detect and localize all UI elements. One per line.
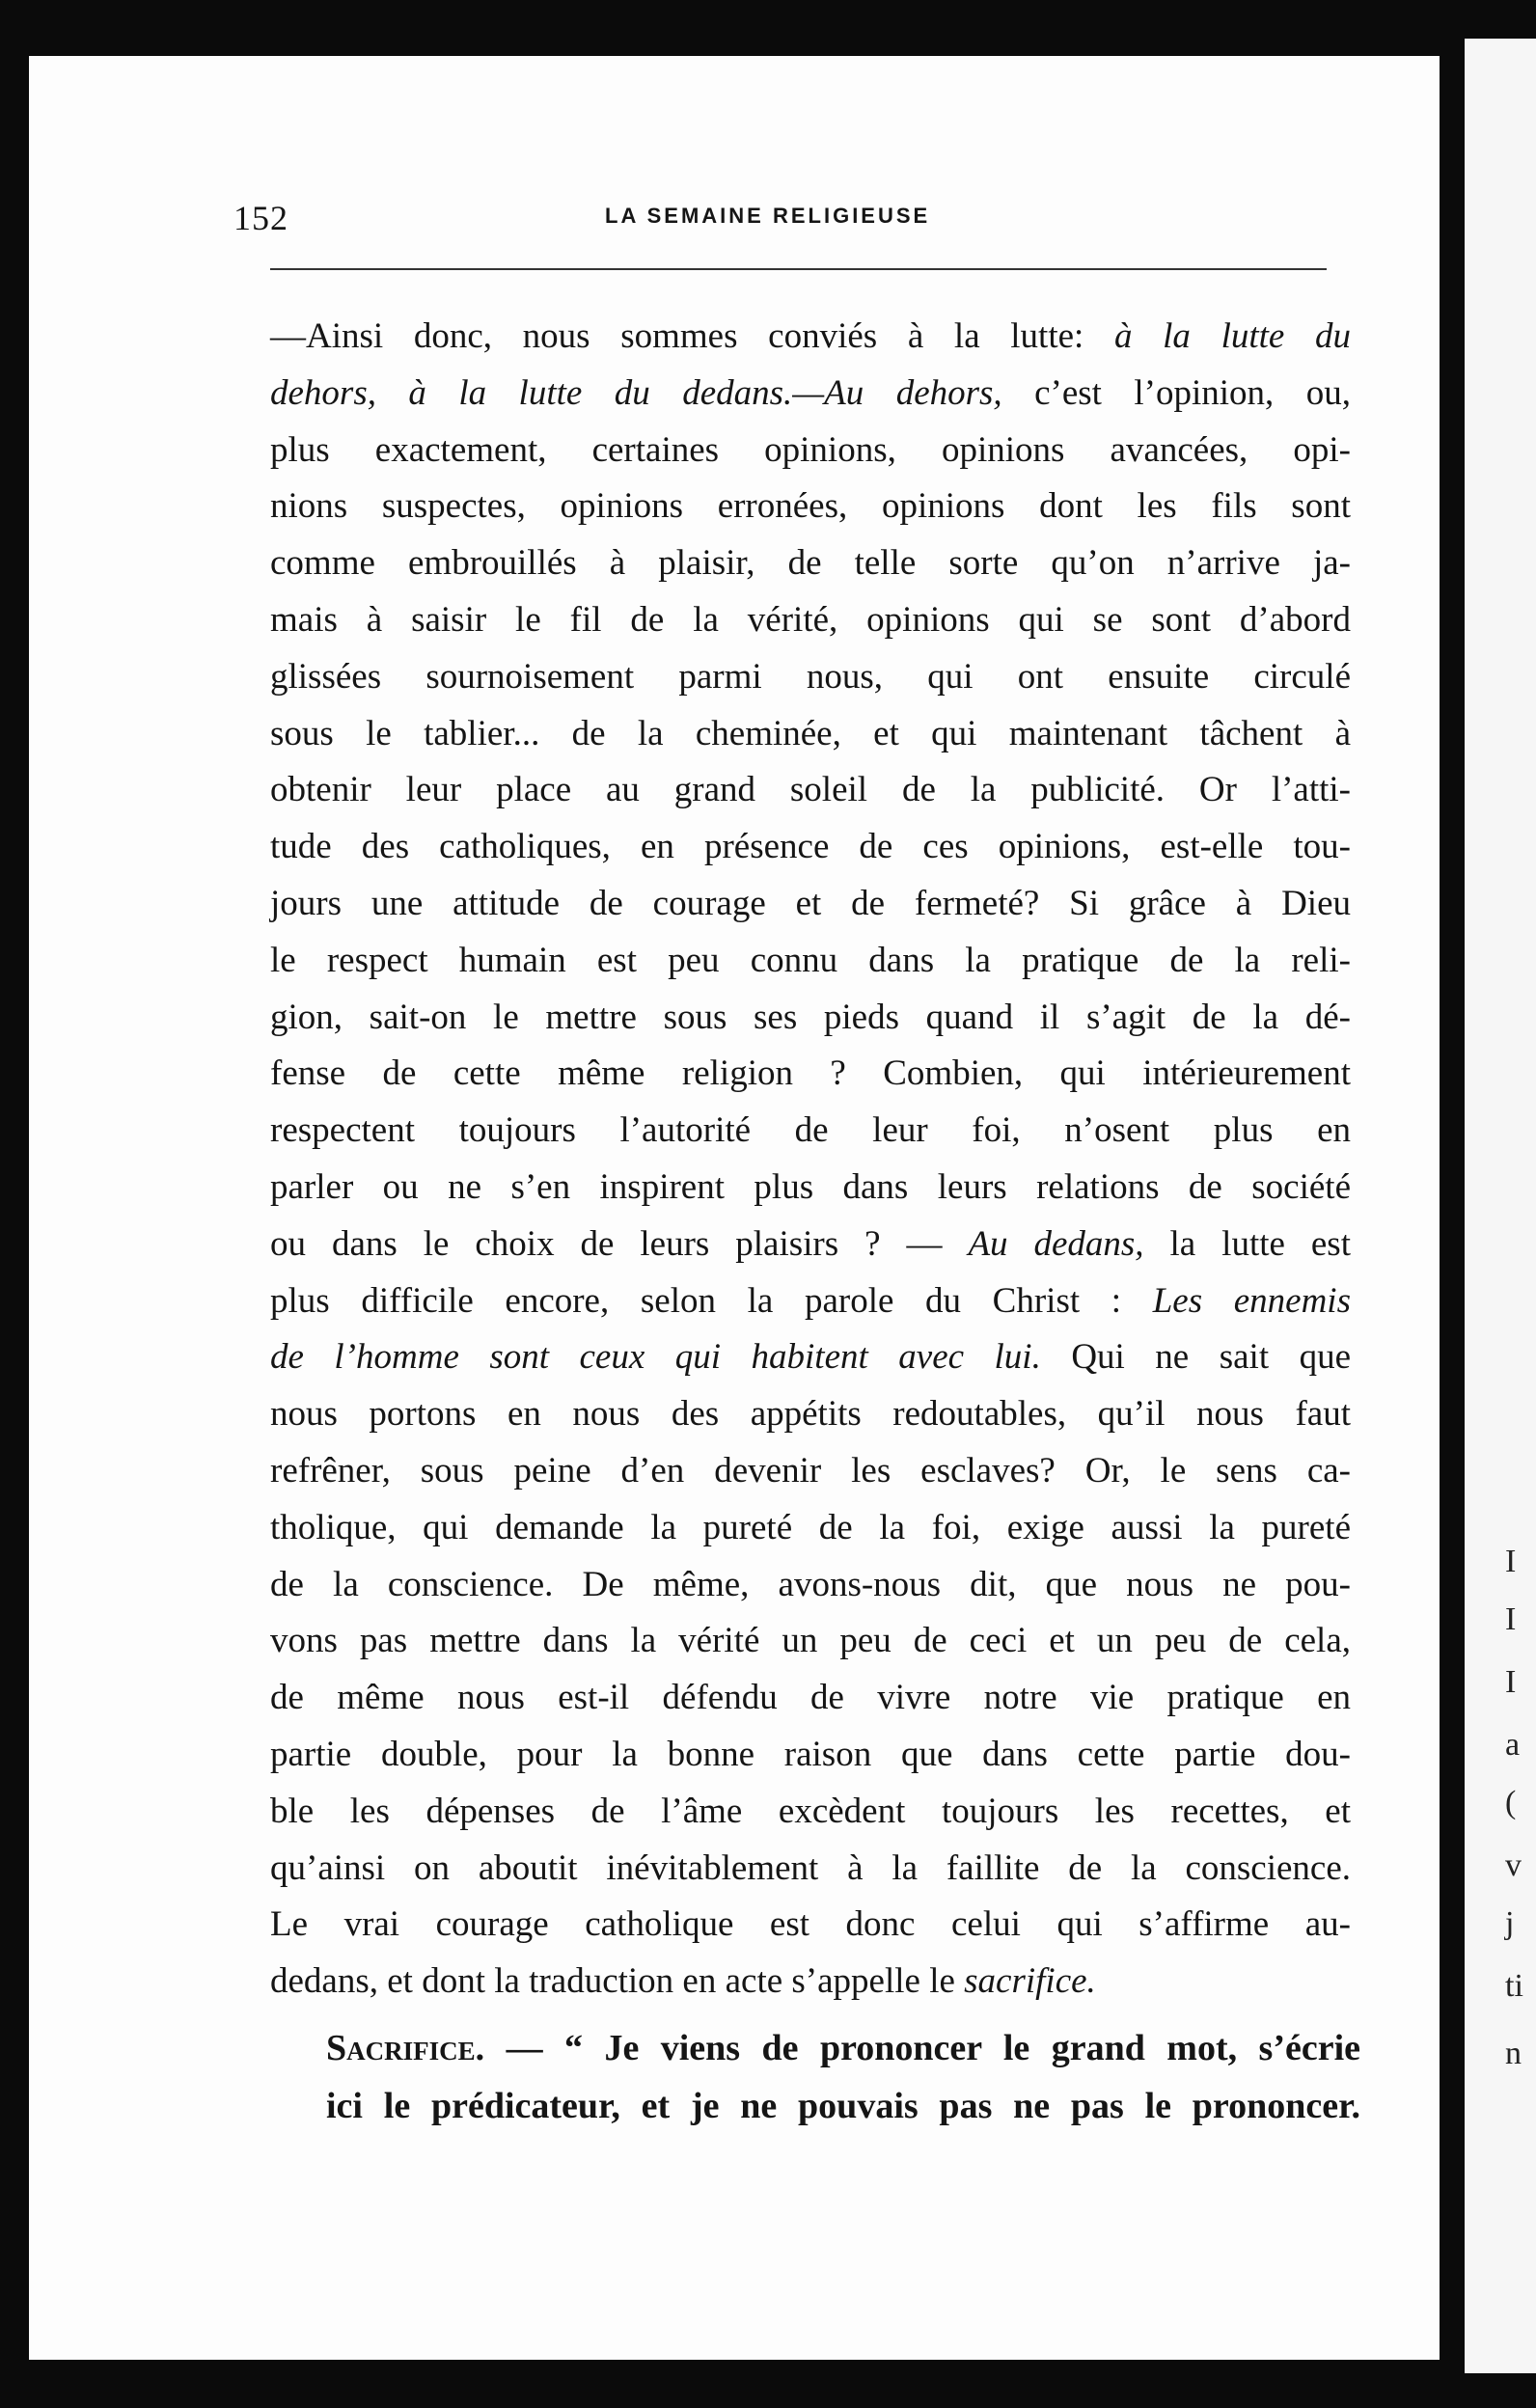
text-line [270, 876, 1351, 933]
italic-text: à la lutte du [1113, 316, 1351, 356]
facing-page-letter: j [1505, 1905, 1515, 1941]
section-line-1: — “ Je viens de prononcer le grand mot, s’écrie [484, 2028, 1360, 2068]
text-line [270, 1841, 1351, 1898]
text-segment: sous le tablier... de la cheminée, et qui maintenant tâchent à [270, 713, 1351, 753]
text-segment: nions suspectes, opinions erronées, opinions dont les fils sont [270, 486, 1351, 527]
scan-border-bottom [0, 2360, 1536, 2408]
text-segment: plus exactement, certaines opinions, opinions avancées, opi- [270, 429, 1351, 470]
italic-text: de l’homme sont ceux qui habitent avec lui. [270, 1337, 1041, 1378]
text-segment: de la conscience. De même, avons-nous dit, que nous ne pou- [270, 1564, 1351, 1604]
text-line [270, 990, 1351, 1047]
text-line [270, 1386, 1351, 1443]
text-line [270, 819, 1351, 876]
text-line [270, 706, 1351, 763]
text-segment: ou dans le choix de leurs plaisirs ? — [270, 1223, 969, 1264]
text-segment: nous portons en nous des appétits redoutables, qu’il nous faut [270, 1394, 1351, 1435]
text-segment: Le vrai courage catholique est donc celui qui s’affirme au- [270, 1904, 1351, 1945]
book-spine-shadow [1440, 39, 1465, 2373]
text-line [270, 423, 1351, 479]
facing-page-letter: ( [1505, 1785, 1517, 1820]
text-line [270, 1954, 1351, 2011]
text-line [270, 1329, 1351, 1386]
text-segment: glissées sournoisement parmi nous, qui ont ensuite circulé [270, 656, 1351, 697]
text-line [270, 933, 1351, 990]
text-line [270, 1897, 1351, 1954]
text-segment: refrêner, sous peine d’en devenir les esclaves? Or, le sens ca- [270, 1450, 1351, 1491]
scan-border-top [0, 0, 1536, 56]
italic-text: sacrifice. [964, 1961, 1096, 2002]
italic-text: Les ennemis [1152, 1280, 1351, 1321]
facing-page-letter: a [1505, 1727, 1521, 1763]
text-segment: gion, sait-on le mettre sous ses pieds quand il s’agit de la dé- [270, 997, 1351, 1037]
running-title: LA SEMAINE RELIGIEUSE [605, 204, 931, 228]
text-segment: —Ainsi donc, nous sommes conviés à la lutte: [270, 316, 1114, 356]
text-line [270, 1103, 1351, 1160]
text-segment: la lutte est [1143, 1223, 1351, 1264]
text-segment: plus difficile encore, selon la parole du Christ : [270, 1280, 1153, 1321]
text-segment: fense de cette même religion ? Combien, qui intérieurement [270, 1054, 1351, 1094]
text-line [270, 479, 1351, 535]
text-segment: Qui ne sait que [1040, 1337, 1352, 1378]
facing-page-letter: n [1505, 2036, 1522, 2071]
header-rule [270, 268, 1327, 270]
text-segment: mais à saisir le fil de la vérité, opinions qui se sont d’abord [270, 599, 1351, 640]
text-line [270, 309, 1351, 366]
text-segment: qu’ainsi on aboutit inévitablement à la faillite de la conscience. [270, 1847, 1351, 1888]
facing-page-letter: v [1505, 1847, 1522, 1883]
text-segment: comme embrouillés à plaisir, de telle sorte qu’on n’arrive ja- [270, 543, 1351, 584]
text-line [270, 1727, 1351, 1784]
text-segment: de même nous est-il défendu de vivre notre vie pratique en [270, 1678, 1351, 1718]
body-paragraph [270, 309, 1351, 2011]
text-line [270, 1443, 1351, 1500]
text-line [270, 1670, 1351, 1727]
text-line [270, 1160, 1351, 1217]
section-heading: Sacrifice. [326, 2028, 485, 2068]
text-line [270, 1557, 1351, 1614]
text-segment: respectent toujours l’autorité de leur foi, n’osent plus en [270, 1110, 1351, 1151]
text-line [270, 649, 1351, 706]
text-segment: partie double, pour la bonne raison que dans cette partie dou- [270, 1734, 1351, 1774]
page-number: 152 [233, 199, 288, 237]
text-line [270, 1273, 1351, 1330]
italic-text: Au dedans, [968, 1223, 1144, 1264]
text-line [270, 1046, 1351, 1103]
text-line [270, 1613, 1351, 1670]
italic-text: dehors, à la lutte du dedans.—Au dehors, [270, 372, 1002, 413]
text-segment: ble les dépenses de l’âme excèdent toujours les recettes, et [270, 1791, 1351, 1831]
facing-page-letter: I [1505, 1664, 1517, 1700]
text-segment: c’est l’opinion, ou, [1001, 372, 1351, 413]
scan-border-left [0, 0, 29, 2408]
text-segment: obtenir leur place au grand soleil de la publicité. Or l’atti- [270, 770, 1351, 810]
text-segment: tholique, qui demande la pureté de la foi, exige aussi la pureté [270, 1507, 1351, 1547]
facing-page-letter: I [1505, 1601, 1517, 1637]
text-segment: jours une attitude de courage et de fermeté? Si grâce à Dieu [270, 883, 1351, 923]
facing-page-edge [1465, 39, 1536, 2373]
section-line-2: ici le prédicateur, et je ne pouvais pas ne pas le prononcer. [326, 2086, 1360, 2126]
text-line [270, 1500, 1351, 1557]
text-line [270, 366, 1351, 423]
text-segment: parler ou ne s’en inspirent plus dans leurs relations de société [270, 1166, 1351, 1207]
section-paragraph [326, 2019, 1360, 2135]
running-head [233, 198, 1333, 236]
text-line [270, 1784, 1351, 1841]
facing-page-letter: ti [1505, 1968, 1523, 2004]
text-segment: vons pas mettre dans la vérité un peu de ceci et un peu de cela, [270, 1621, 1351, 1661]
text-segment: le respect humain est peu connu dans la pratique de la reli- [270, 940, 1351, 980]
text-line [270, 535, 1351, 592]
text-segment: dedans, et dont la traduction en acte s’appelle le [270, 1961, 965, 2002]
text-line [270, 592, 1351, 649]
facing-page-letter: I [1505, 1544, 1517, 1579]
text-segment: tude des catholiques, en présence de ces opinions, est-elle tou- [270, 827, 1351, 867]
text-line [270, 762, 1351, 819]
text-line [270, 1217, 1351, 1273]
